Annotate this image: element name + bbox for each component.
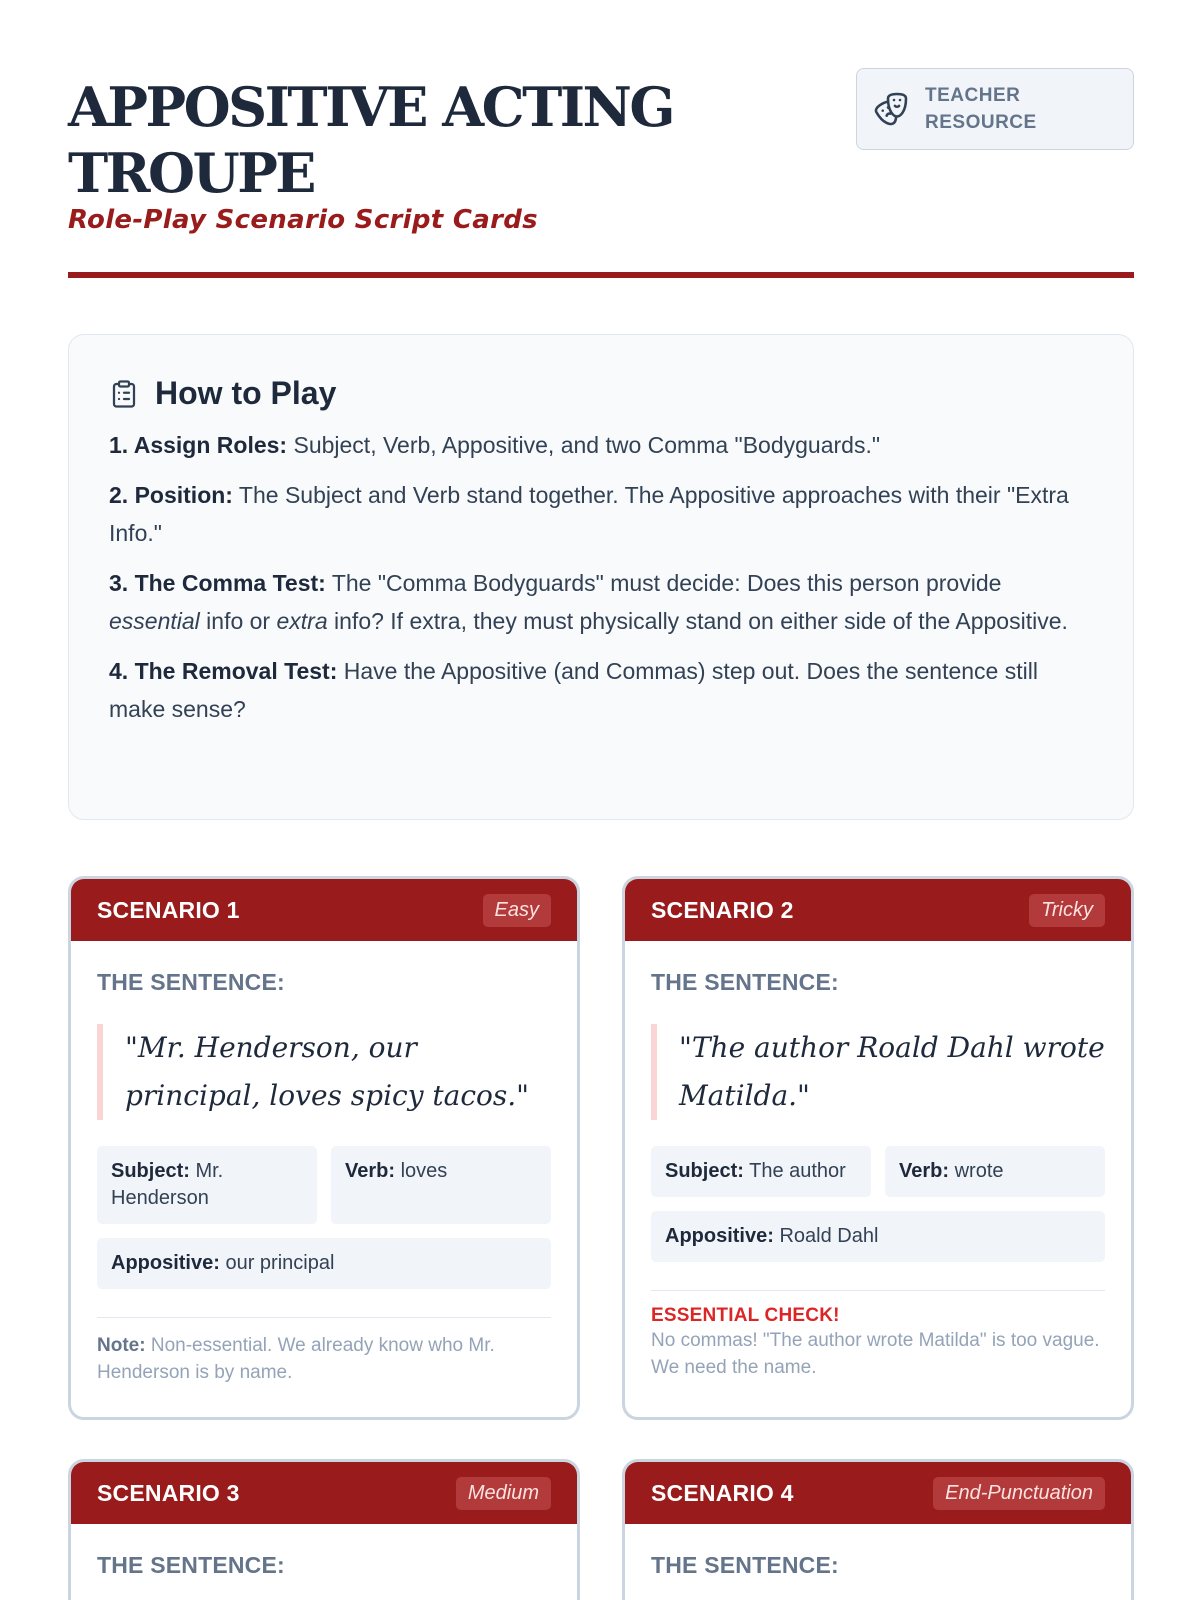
role-label: Subject:	[665, 1160, 744, 1182]
difficulty-badge: Easy	[483, 894, 551, 927]
verb-role	[885, 1146, 1105, 1197]
appositive-role	[651, 1211, 1105, 1262]
role-value: The author	[743, 1160, 846, 1182]
page	[68, 0, 1134, 1578]
role-value: loves	[395, 1160, 448, 1182]
page-subtitle: Role-Play Scenario Script Cards	[68, 205, 538, 235]
role-label: Appositive:	[665, 1225, 774, 1247]
scenario-card-3	[68, 1459, 580, 1600]
sentence-quote: "The author Roald Dahl wrote Matilda."	[651, 1024, 1105, 1120]
card-header	[71, 1462, 577, 1524]
appositive-role	[97, 1238, 551, 1289]
role-label: Verb:	[345, 1160, 396, 1182]
card-header	[71, 879, 577, 941]
difficulty-badge: Medium	[456, 1477, 551, 1510]
teacher-resource-badge	[856, 68, 1134, 150]
scenario-number: SCENARIO 1	[97, 896, 240, 923]
step-text: The "Comma Bodyguards" must decide: Does this person provide	[325, 570, 1002, 596]
scenario-number: SCENARIO 3	[97, 1479, 240, 1506]
difficulty-badge: Tricky	[1029, 894, 1105, 927]
card-body	[71, 1524, 577, 1579]
step-text: The Subject and Verb stand together. The Appositive approaches with their "Extra Info."	[109, 482, 1069, 546]
step-4	[109, 652, 1093, 728]
step-label: 4. The Removal Test:	[109, 658, 338, 684]
step-text: Have the Appositive (and Commas) step out. Does the sentence still make sense?	[109, 658, 1038, 722]
verb-role	[331, 1146, 551, 1224]
step-3	[109, 564, 1093, 640]
subject-role	[651, 1146, 871, 1197]
scenario-card-4	[622, 1459, 1134, 1600]
steps-list	[109, 426, 1093, 728]
card-header	[625, 1462, 1131, 1524]
scenario-card-1	[68, 876, 580, 1420]
step-text: Subject, Verb, Appositive, and two Comma "Bodyguards."	[287, 432, 881, 458]
how-to-play-panel	[68, 334, 1134, 820]
header	[68, 0, 1134, 282]
role-value: Mr. Henderson	[111, 1160, 224, 1209]
step-emphasis: extra	[276, 608, 328, 634]
step-label: 1. Assign Roles:	[109, 432, 288, 458]
step-2	[109, 476, 1093, 552]
note-label: Note:	[97, 1335, 146, 1356]
divider	[651, 1290, 1105, 1291]
sentence-label: THE SENTENCE:	[97, 1552, 285, 1578]
sentence-label: THE SENTENCE:	[651, 1552, 839, 1578]
step-label: 2. Position:	[109, 482, 233, 508]
note-text: Non-essential. We already know who Mr. Henderson is by name.	[97, 1335, 495, 1383]
step-emphasis: essential	[109, 608, 200, 634]
sentence-label: THE SENTENCE:	[651, 969, 839, 995]
divider	[97, 1317, 551, 1318]
subject-role	[97, 1146, 317, 1224]
roles-row	[97, 1146, 551, 1224]
roles-row	[651, 1146, 1105, 1197]
role-label: Subject:	[111, 1160, 190, 1182]
role-value: our principal	[219, 1252, 335, 1274]
role-value: Roald Dahl	[773, 1225, 879, 1247]
how-to-play-title: How to Play	[155, 375, 337, 411]
card-body	[625, 941, 1131, 1381]
step-1	[109, 426, 1093, 464]
step-label: 3. The Comma Test:	[109, 570, 326, 596]
card-note	[97, 1332, 551, 1386]
how-to-play-header	[109, 375, 1093, 412]
step-text: info or	[199, 608, 277, 634]
essential-check-text: No commas! "The author wrote Matilda" is too vague. We need the name.	[651, 1330, 1100, 1378]
page-title: APPOSITIVE ACTING TROUPE	[68, 75, 673, 205]
scenario-number: SCENARIO 4	[651, 1479, 794, 1506]
role-label: Appositive:	[111, 1252, 220, 1274]
theater-masks-icon	[873, 91, 909, 127]
role-value: wrote	[949, 1160, 1004, 1182]
difficulty-badge: End-Punctuation	[933, 1477, 1105, 1510]
sentence-label: THE SENTENCE:	[97, 969, 285, 995]
scenario-number: SCENARIO 2	[651, 896, 794, 923]
card-body	[625, 1524, 1131, 1579]
role-label: Verb:	[899, 1160, 950, 1182]
clipboard-list-icon	[109, 377, 139, 411]
step-text: info? If extra, they must physically stand on either side of the Appositive.	[327, 608, 1068, 634]
scenario-card-2	[622, 876, 1134, 1420]
essential-check-label: ESSENTIAL CHECK!	[651, 1305, 840, 1326]
header-rule	[68, 272, 1134, 278]
badge-label: TEACHER RESOURCE	[925, 85, 1037, 133]
card-header	[625, 879, 1131, 941]
sentence-quote: "Mr. Henderson, our principal, loves spicy tacos."	[97, 1024, 551, 1120]
card-body	[71, 941, 577, 1386]
